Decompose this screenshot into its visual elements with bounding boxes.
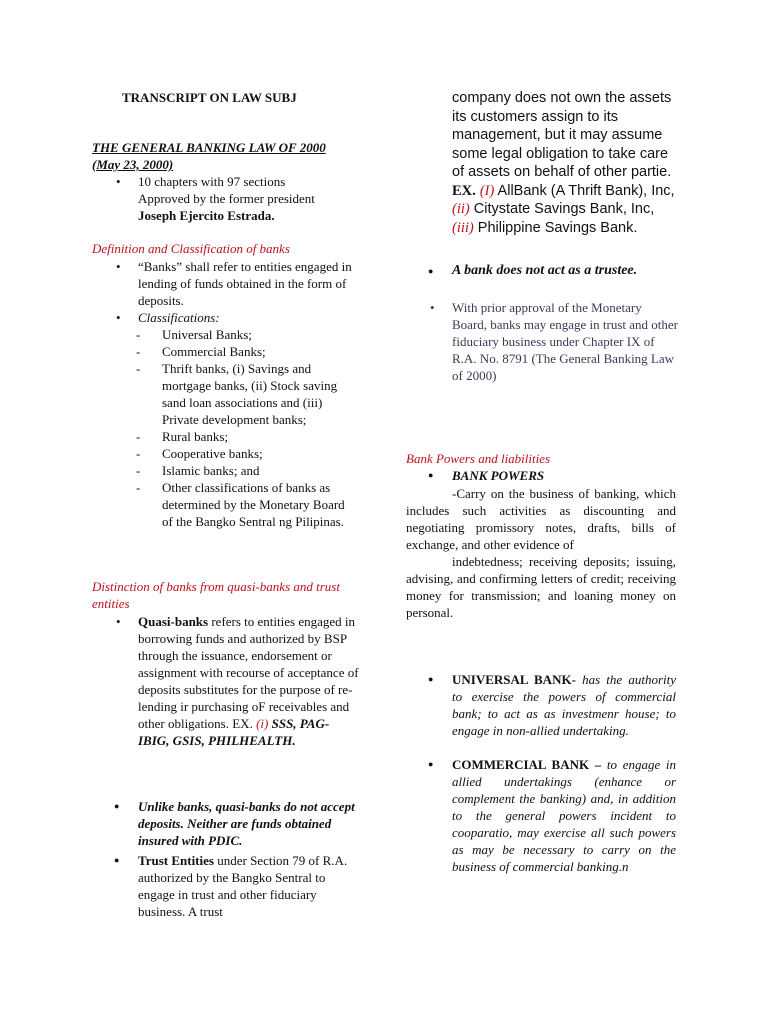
definition-heading: Definition and Classification of banks	[92, 241, 290, 256]
example-label: EX.	[452, 182, 476, 199]
example-iii-text: Philippine Savings Bank.	[477, 219, 638, 236]
classification-item: - Rural banks;	[162, 428, 350, 445]
quasi-banks-text: refers to entities engaged in borrowing funds and authorized by BSP through the issuance, endorsement or assignment with recourse of acceptance of deposits substitutes for the purpose of re-lending ir purchasing oF receivables and other obligations. EX.	[138, 614, 359, 731]
example-ii-text: Citystate Savings Bank, Inc,	[473, 201, 655, 217]
classification-item: - Thrift banks, (i) Savings and mortgage banks, (ii) Stock saving sand loan associations and (iii) Private development banks;	[162, 360, 350, 428]
commercial-bank-term: COMMERCIAL BANK	[452, 757, 590, 772]
trust-continuation-text: company does not own the assets its customers assign to its management, but it may assume some legal obligation to take care of assets on behalf of other partie.	[452, 90, 672, 180]
bank-powers-label: ● BANK POWERS	[452, 467, 672, 484]
classifications-label: • Classifications:	[138, 309, 360, 326]
banks-definition: • “Banks” shall refer to entities engaged in lending of funds obtained in the form of deposits.	[138, 258, 360, 309]
trust-entities-term: Trust Entities	[138, 853, 214, 868]
example-i-text: AllBank (A Thrift Bank), Inc,	[497, 182, 675, 199]
trust-entities-item	[138, 852, 360, 920]
classifications-list	[162, 326, 350, 530]
law-heading: THE GENERAL BANKING LAW OF 2000 (May 23, 2000)	[92, 140, 326, 172]
commercial-bank-dash: –	[594, 757, 602, 772]
not-trustee-note: ● A bank does not act as a trustee.	[452, 262, 678, 280]
universal-bank-text: has the authority to exercise the powers of commercial bank; to act as as investmenr house; to engage in non-allied undertaking.	[452, 672, 677, 738]
quasi-banks-item	[138, 613, 360, 749]
example-iii-marker: (iii)	[452, 219, 474, 236]
bank-powers-text-part2: indebtedness; receiving deposits; issuing, advising, and confirming letters of credit; receiving money for transmission; and loaning money on personal.	[406, 554, 676, 620]
distinction-heading: Distinction of banks from quasi-banks and trust entities	[92, 579, 340, 611]
classification-item: - Commercial Banks;	[162, 343, 350, 360]
document-title: TRANSCRIPT ON LAW SUBJ	[122, 90, 297, 105]
trust-continuation	[452, 89, 678, 237]
unlike-banks-note: ● Unlike banks, quasi-banks do not accept deposits. Neither are funds obtained insured with PDIC.	[138, 798, 360, 849]
trust-entities-text: under Section 79 of R.A. authorized by the Bangko Sentral to engage in trust and other fiduciary business. A trust	[138, 853, 348, 919]
commercial-bank-item	[452, 756, 676, 875]
classification-item: - Universal Banks;	[162, 326, 350, 343]
example-ii-marker: (ii)	[452, 201, 470, 217]
classification-item: - Cooperative banks;	[162, 445, 350, 462]
law-info-bullet	[138, 173, 360, 224]
quasi-example-number: (i)	[256, 716, 269, 731]
quasi-banks-term: Quasi-banks	[138, 614, 209, 629]
prior-approval-note: • With prior approval of the Monetary Board, banks may engage in trust and other fiduciary business under Chapter IX of R.A. No. 8791 (The General Banking Law of 2000)	[452, 299, 678, 384]
example-i-marker: (I)	[479, 182, 495, 199]
law-approved-text: Approved by the former president	[138, 191, 315, 206]
universal-bank-term: UNIVERSAL BANK-	[452, 672, 576, 687]
classification-item: - Islamic banks; and	[162, 462, 350, 479]
universal-bank-item	[452, 671, 676, 739]
law-chapters-text: • 10 chapters with 97 sections	[138, 174, 286, 189]
bank-powers-text-part1: -Carry on the business of banking, which includes such activities as discounting and negotiating promissory notes, drafts, bills of exchange, and other evidence of	[406, 486, 676, 552]
classification-item: - Other classifications of banks as determined by the Monetary Board of the Bangko Sentral ng Pilipinas.	[162, 479, 350, 530]
president-name: Joseph Ejercito Estrada.	[138, 208, 275, 223]
quasi-examples: SSS, PAG-IBIG, GSIS, PHILHEALTH.	[138, 716, 330, 748]
powers-heading: Bank Powers and liabilities	[406, 451, 551, 466]
bank-powers-text	[406, 485, 676, 621]
commercial-bank-text: to engage in allied undertakings (enhance or complement the banking) and, in addition to the general powers incident to cooparatio, may exercise all such powers as may be necessary to carry on the business of commercial banking.n	[452, 757, 676, 874]
